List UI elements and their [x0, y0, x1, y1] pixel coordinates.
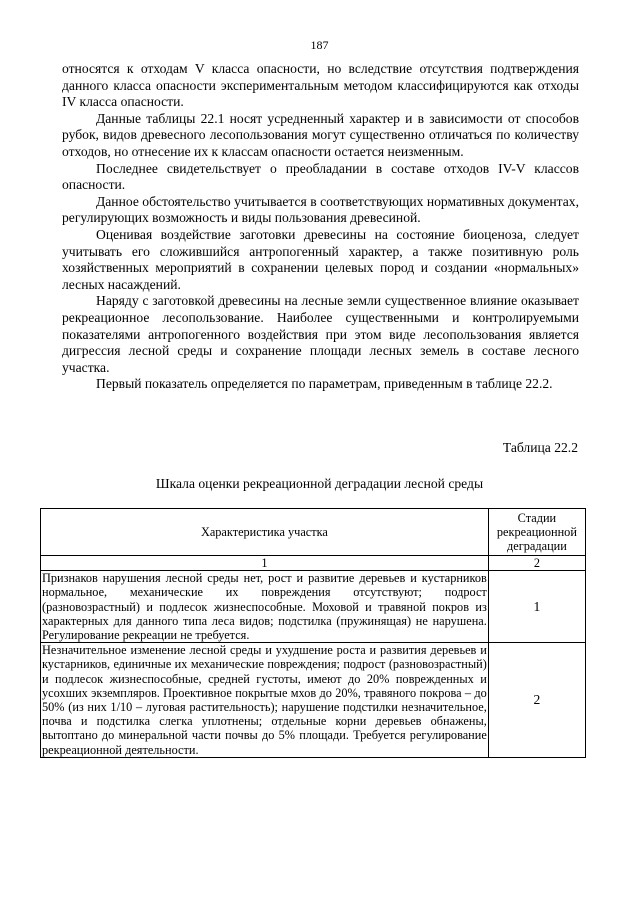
row-stage: 1	[488, 571, 585, 643]
paragraph: Первый показатель определяется по параметрам, приведенным в таблице 22.2.	[96, 376, 553, 392]
table-header-row	[41, 509, 586, 556]
paragraph: Последнее свидетельствует о преобладании в составе отходов IV-V классов опасности.	[62, 160, 579, 193]
paragraph: Наряду с заготовкой древесины на лесные земли существенное влияние оказывает рекреационное лесопользование. Наиболее существенными и контролируемыми показателями антропогенного воздействия при этом виде лесопользования является дигрессия лесной среды и сохранение площади лесных земель в составе лесного участка.	[62, 293, 579, 375]
header-characteristic: Характеристика участка	[41, 509, 489, 556]
row-stage: 2	[488, 643, 585, 758]
row-description: Незначительное изменение лесной среды и ухудшение роста и развития деревьев и кустарников, единичные их механические повреждения; подрост (разновозрастный) и подлесок жизнеспособные, средней густоты, имеют до 20% поврежденных и усохших экземпляров. Проективное покрытые мхов до 20%, травяного покрова – до 50% (из них 1/10 – луговая растительность); нарушение подстилки незначительное, почва и подстилка слегка уплотнены; отдельные корни деревьев обнажены, вытоптано до минеральной части почвы до 5% площади. Требуется регулирование рекреационной деятельности.	[42, 643, 487, 757]
header-stage: Стадии рекреационной деградации	[488, 509, 585, 556]
row-description: Признаков нарушения лесной среды нет, рост и развитие деревьев и кустарников нормальное, механические их повреждения отсутствуют; подрост (разновозрастный) и подлесок жизнеспособные. Моховой и травяной покров из характерных для данного типа леса видов; подстилка (пружинящая) не нарушена. Регулирование рекреации не требуется.	[42, 571, 487, 643]
column-number: 1	[41, 556, 489, 571]
degradation-scale-table	[40, 508, 586, 758]
paragraph-continuation: относятся к отходам V класса опасности, но вследствие отсутствия подтверждения данного класса опасности экспериментальным методом классифицируются как отходы IV класса опасности.	[62, 61, 579, 110]
paragraph: Данное обстоятельство учитывается в соответствующих нормативных документах, регулирующих возможность и виды пользования древесиной.	[62, 193, 579, 226]
body-text	[62, 61, 579, 393]
table-label: Таблица 22.2	[502, 440, 578, 455]
paragraph: Оценивая воздействие заготовки древесины на состояние биоценоза, следует учитывать его сложившийся антропогенный характер, а также позитивную роль хозяйственных мероприятий в сохранении целевых пород и создании «нормальных» лесных насаждений.	[62, 226, 579, 292]
column-number-row	[41, 556, 586, 571]
table-row	[41, 643, 586, 758]
page-number: 187	[310, 38, 329, 52]
table-row	[41, 571, 586, 643]
paragraph: Данные таблицы 22.1 носят усредненный характер и в зависимости от способов рубок, видов древесного лесопользования могут существенно отличаться по количеству отходов, но отнесение их к классам опасности остается неизменным.	[62, 110, 579, 159]
column-number: 2	[488, 556, 585, 571]
table-caption: Шкала оценки рекреационной деградации лесной среды	[155, 476, 484, 491]
